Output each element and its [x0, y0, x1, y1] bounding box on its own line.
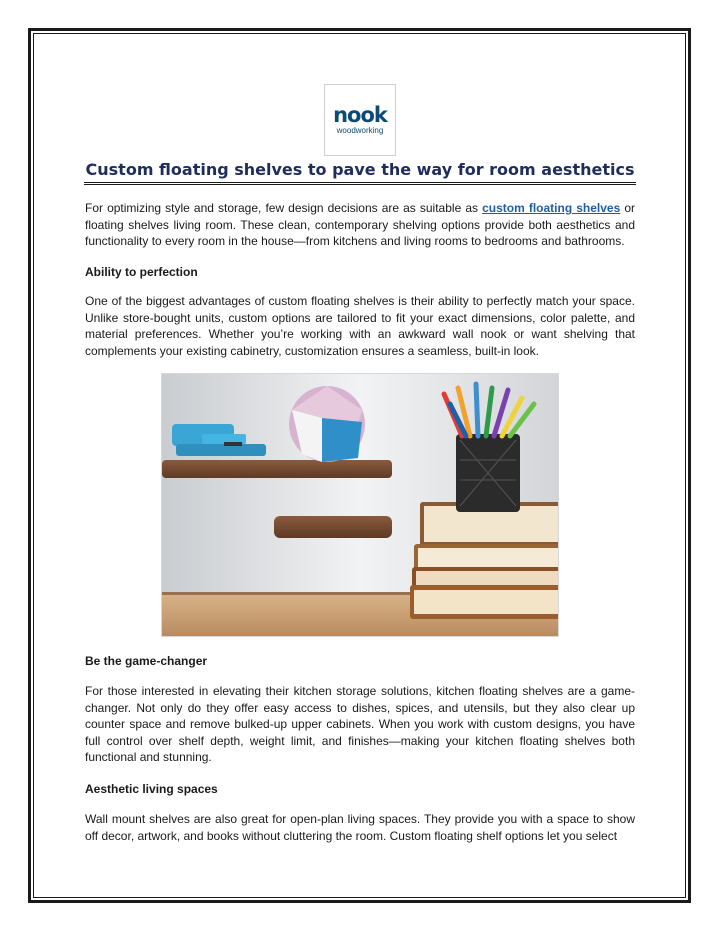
logo-subtitle: woodworking — [336, 125, 384, 135]
logo-mark: nook — [333, 102, 387, 127]
shelves-photo — [161, 373, 559, 637]
section-paragraph-aesthetic: Wall mount shelves are also great for open-plan living spaces. They provide you with a space to show off decor, artwork, and books without cluttering the room. Custom floating shelf options let you select — [85, 812, 635, 843]
page-title: Custom floating shelves to pave the way for room aesthetics — [85, 160, 635, 179]
section-heading-ability: Ability to perfection — [85, 265, 198, 279]
intro-text-after: or floating shelves living room. These clean, contemporary shelving options provide both aesthetics and functionality to every room in the house—from kitchens and living rooms to bedrooms and bathrooms. — [85, 201, 636, 248]
custom-floating-shelves-link[interactable]: custom floating shelves — [482, 201, 621, 215]
shelves-illustration — [162, 374, 559, 637]
section-paragraph-ability: One of the biggest advantages of custom floating shelves is their ability to perfectly match your space. Unlike store-bought units, custom options are tailored to fit your exact dimensions, color palette, and material preferences. Whether you’re working with an awkward wall nook or want shelving that complements your existing cabinetry, customization ensures a seamless, built-in look. — [85, 294, 635, 358]
section-heading-aesthetic: Aesthetic living spaces — [85, 782, 218, 796]
nook-woodworking-logo — [324, 84, 396, 156]
intro-paragraph — [85, 200, 635, 250]
section-heading-game-changer: Be the game-changer — [85, 654, 208, 668]
intro-text-before: For optimizing style and storage, few design decisions are as suitable as — [85, 201, 483, 215]
title-underline — [84, 182, 636, 185]
section-paragraph-game-changer: For those interested in elevating their kitchen storage solutions, kitchen floating shelves are a game-changer. Not only do they offer easy access to dishes, spices, and utensils, but they also clear up counter space and remove bulked-up upper cabinets. When you work with custom designs, you have full control over shelf depth, weight limit, and finishes—making your kitchen floating shelves both functional and stunning. — [85, 684, 635, 764]
